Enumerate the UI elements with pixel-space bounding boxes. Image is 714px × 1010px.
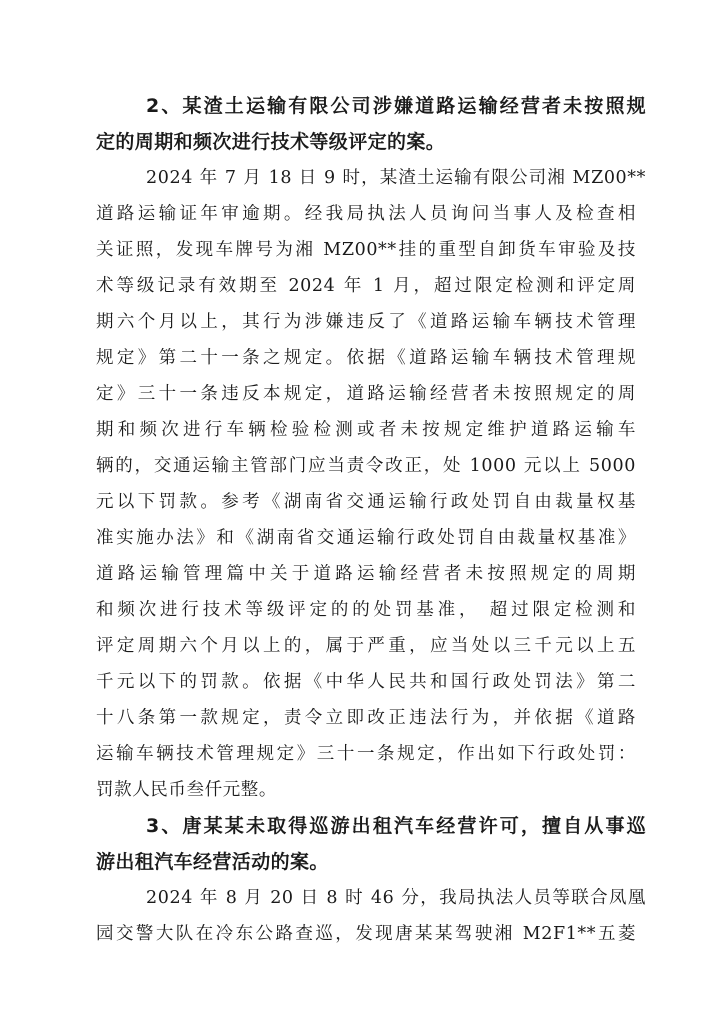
section-2-heading-line-2: 定的周期和频次进行技术等级评定的案。 xyxy=(96,131,446,153)
section-2-heading-line-1: 2、某渣土运输有限公司涉嫌道路运输经营者未按照规 xyxy=(146,95,646,117)
section-2-body-line: 千元以下的罚款。依据《中华人民共和国行政处罚法》第二 xyxy=(96,672,636,692)
section-3-heading-line-2: 游出租汽车经营活动的案。 xyxy=(96,851,329,873)
section-2-body-line: 辆的，交通运输主管部门应当责令改正，处 1000 元以上 5000 xyxy=(96,456,636,476)
section-2-body-line: 道路运输管理篇中关于道路运输经营者未按照规定的周期 xyxy=(96,564,636,584)
section-2-body-line: 关证照，发现车牌号为湘 MZ00**挂的重型自卸货车审验及技 xyxy=(96,240,636,260)
section-2-body-line: 元以下罚款。参考《湖南省交通运输行政处罚自由裁量权基 xyxy=(96,492,636,512)
section-2-body-line: 期六个月以上，其行为涉嫌违反了《道路运输车辆技术管理 xyxy=(96,312,636,332)
section-2-body-line: 术等级记录有效期至 2024 年 1 月，超过限定检测和评定周 xyxy=(96,276,636,296)
section-2-body-line: 道路运输证年审逾期。经我局执法人员询问当事人及检查相 xyxy=(96,204,636,224)
section-2-body-line: 规定》第二十一条之规定。依据《道路运输车辆技术管理规 xyxy=(96,348,636,368)
section-3-body-line: 2024 年 8 月 20 日 8 时 46 分，我局执法人员等联合凤凰 xyxy=(146,888,646,908)
section-2-body-line: 定》三十一条违反本规定，道路运输经营者未按照规定的周 xyxy=(96,384,636,404)
section-2-body-line: 期和频次进行车辆检验检测或者未按规定维护道路运输车 xyxy=(96,420,636,440)
section-2-body-line: 评定周期六个月以上的，属于严重，应当处以三千元以上五 xyxy=(96,636,636,656)
section-3-heading-line-1: 3、唐某某未取得巡游出租汽车经营许可，擅自从事巡 xyxy=(146,815,646,837)
section-3-body-line: 园交警大队在冷东公路查巡，发现唐某某驾驶湘 M2F1**五菱 xyxy=(96,924,636,944)
section-2-body-line: 运输车辆技术管理规定》三十一条规定，作出如下行政处罚： xyxy=(96,744,636,764)
section-2-body-line: 罚款人民币叁仟元整。 xyxy=(96,780,277,800)
section-2-body-line: 2024 年 7 月 18 日 9 时，某渣土运输有限公司湘 MZ00** xyxy=(146,168,646,188)
section-2-body-line: 和频次进行技术等级评定的的处罚基准， 超过限定检测和 xyxy=(96,600,636,620)
section-2-body-line: 准实施办法》和《湖南省交通运输行政处罚自由裁量权基准》 xyxy=(96,528,636,548)
section-2-body-line: 十八条第一款规定，责令立即改正违法行为，并依据《道路 xyxy=(96,708,636,728)
